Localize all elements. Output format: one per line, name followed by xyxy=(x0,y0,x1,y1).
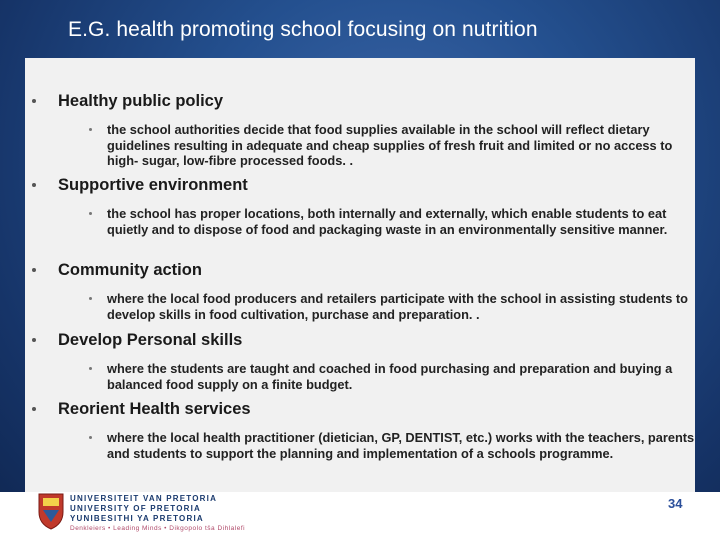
bullet-dot xyxy=(89,128,92,131)
bullet-dot xyxy=(89,436,92,439)
university-crest-icon xyxy=(36,492,66,530)
university-tagline: Denkleiers • Leading Minds • Dikgopolo tša Dihlalefi xyxy=(70,525,246,532)
bullet-dot xyxy=(89,212,92,215)
university-wordmark xyxy=(70,494,245,534)
slide-title: E.G. health promoting school focusing on nutrition xyxy=(68,18,538,41)
content-panel xyxy=(25,58,695,492)
section-heading: Healthy public policy xyxy=(58,92,224,110)
section-heading: Reorient Health services xyxy=(58,400,251,418)
bullet-dot xyxy=(32,99,36,103)
bullet-dot xyxy=(32,268,36,272)
bullet-dot xyxy=(32,338,36,342)
bullet-dot xyxy=(32,407,36,411)
section-heading: Community action xyxy=(58,261,202,279)
section-text: where the local food producers and retailers participate with the school in assisting students to develop skills in food cultivation, purchase and preparation. . xyxy=(107,291,688,322)
section-heading: Supportive environment xyxy=(58,176,248,194)
university-line-1: UNIVERSITEIT VAN PRETORIA xyxy=(70,494,218,503)
university-line-3: YUNIBESITHI YA PRETORIA xyxy=(70,514,204,523)
bullet-dot xyxy=(32,183,36,187)
section-text: where the local health practitioner (dietician, GP, DENTIST, etc.) works with the teachers, parents and students to support the planning and implementation of a schools programme. xyxy=(107,430,695,461)
page-number: 34 xyxy=(668,496,683,511)
section-heading: Develop Personal skills xyxy=(58,331,243,349)
section-text: where the students are taught and coached in food purchasing and preparation and buying a balanced food supply on a finite budget. xyxy=(107,361,673,392)
bullet-dot xyxy=(89,297,92,300)
section-text: the school authorities decide that food supplies available in the school will reflect dietary guidelines resulting in adequate and cheap supplies of fresh fruit and limited or no access to high- sugar, low-fibre processed foods. . xyxy=(107,122,673,168)
section-text: the school has proper locations, both internally and externally, which enable students to eat quietly and to dispose of food and packaging waste in an environmentally sensitive manner. xyxy=(107,206,668,237)
university-line-2: UNIVERSITY OF PRETORIA xyxy=(70,504,202,513)
bullet-dot xyxy=(89,367,92,370)
